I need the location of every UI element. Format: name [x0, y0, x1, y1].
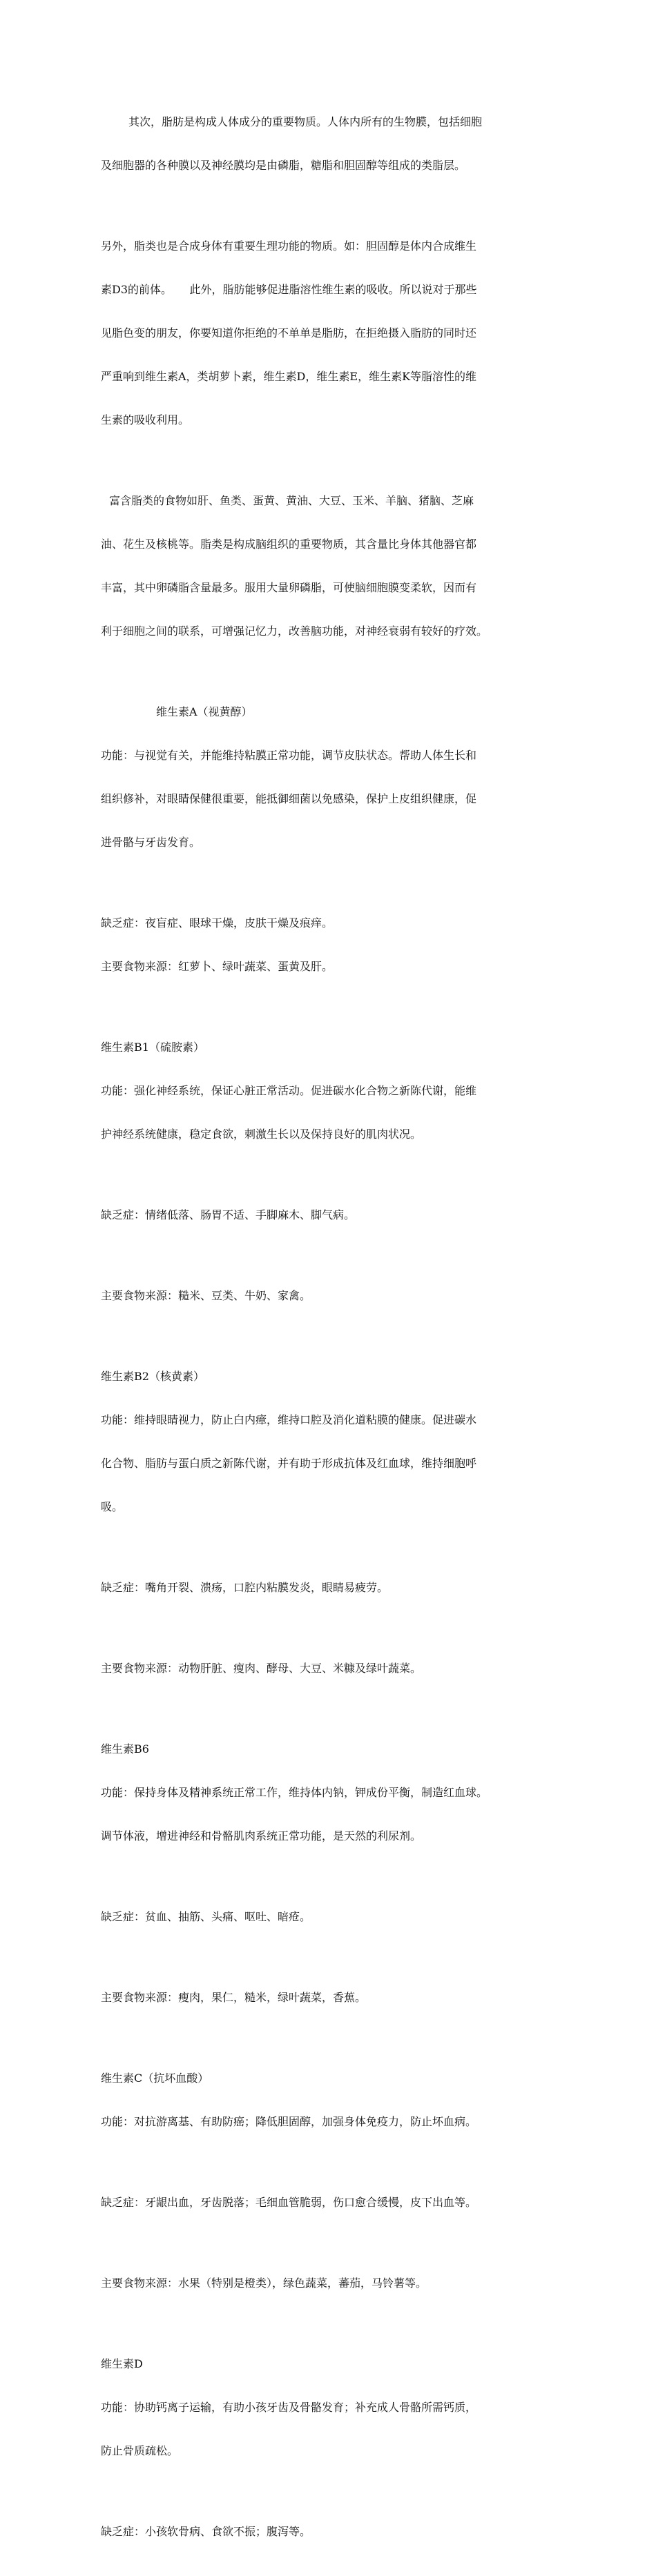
vitamin-b6-sources [101, 1961, 559, 2034]
vitamin-b6-deficiency [101, 1880, 559, 1953]
text-line: 进骨骼与牙齿发育。 [101, 836, 201, 849]
text-line: 缺乏症：牙龈出血，牙齿脱落；毛细血管脆弱，伤口愈合缓慢，皮下出血等。 [101, 2196, 477, 2209]
vitamin-b1-deficiency [101, 1179, 559, 1251]
section-vitamin-b6 [101, 1713, 559, 1872]
text-line: 主要食物来源：动物肝脏、瘦肉、酵母、大豆、米糠及绿叶蔬菜。 [101, 1662, 422, 1675]
section-vitamin-a [101, 676, 559, 878]
text-line: 及细胞器的各种膜以及神经膜均是由磷脂，糖脂和胆固醇等组成的类脂层。 [101, 159, 466, 172]
vitamin-d-deficiency [101, 2495, 559, 2568]
section-heading: 维生素B6 [101, 1742, 149, 1756]
vitamin-b1-sources [101, 1259, 559, 1332]
text-line: 功能：与视觉有关，并能维持粘膜正常功能，调节皮肤状态。帮助人体生长和 [101, 749, 477, 762]
text-line: 功能：对抗游离基、有助防癌；降低胆固醇，加强身体免疫力，防止坏血病。 [101, 2115, 477, 2128]
section-vitamin-d [101, 2328, 559, 2487]
section-heading: 维生素D [101, 2357, 143, 2370]
text-line: 化合物、脂肪与蛋白质之新陈代谢，并有助于形成抗体及红血球，维持细胞呼 [101, 1457, 477, 1470]
text-line: 功能：维持眼睛视力，防止白内瘴，维持口腔及消化道粘膜的健康。促进碳水 [101, 1413, 477, 1426]
text-line: 素D3的前体。 此外，脂肪能够促进脂溶性维生素的吸收。所以说对于那些 [101, 283, 477, 296]
vitamin-a-deficiency-sources [101, 887, 559, 1003]
text-line: 主要食物来源：红萝卜、绿叶蔬菜、蛋黄及肝。 [101, 960, 334, 973]
text-line: 功能：协助钙离子运输，有助小孩牙齿及骨骼发育；补充成人骨骼所需钙质， [101, 2401, 477, 2414]
text-line: 组织修补，对眼睛保健很重要，能抵御细菌以免感染，保护上皮组织健康，促 [101, 792, 477, 805]
text-line: 缺乏症：小孩软骨病、食欲不振；腹泻等。 [101, 2525, 311, 2538]
section-heading: 维生素A（视黄醇） [156, 705, 253, 718]
document-page [101, 86, 559, 2576]
vitamin-c-deficiency [101, 2166, 559, 2239]
text-line: 护神经系统健康，稳定食欲，刺激生长以及保持良好的肌肉状况。 [101, 1128, 422, 1141]
section-heading: 维生素C（抗坏血酸） [101, 2072, 209, 2085]
text-line: 吸。 [101, 1500, 124, 1513]
paragraph-fat-structure [101, 86, 559, 201]
text-line: 缺乏症：夜盲症、眼球干燥，皮肤干燥及痕痒。 [101, 916, 334, 930]
vitamin-b2-deficiency [101, 1551, 559, 1624]
text-line: 缺乏症：情绪低落、肠胃不适、手脚麻木、脚气病。 [101, 1208, 356, 1221]
section-heading: 维生素B1（硫胺素） [101, 1041, 204, 1054]
section-heading: 维生素B2（核黄素） [101, 1370, 204, 1383]
text-line: 生素的吸收利用。 [101, 413, 190, 426]
text-line: 另外，脂类也是合成身体有重要生理功能的物质。如：胆固醇是体内合成维生 [101, 239, 477, 253]
text-line: 丰富，其中卵磷脂含量最多。服用大量卵磷脂，可使脑细胞膜变柔软，因而有 [101, 581, 477, 594]
section-vitamin-b2 [101, 1340, 559, 1543]
text-line: 主要食物来源：瘦肉，果仁，糙米，绿叶蔬菜，香蕉。 [101, 1991, 367, 2004]
vitamin-b2-sources [101, 1632, 559, 1704]
paragraph-fat-foods [101, 464, 559, 667]
text-line: 调节体液，增进神经和骨骼肌肉系统正常功能，是天然的利尿剂。 [101, 1829, 422, 1842]
paragraph-fat-function [101, 210, 559, 456]
text-line: 缺乏症：贫血、抽筋、头痛、呕吐、暗疮。 [101, 1910, 311, 1923]
text-line: 主要食物来源：糙米、豆类、牛奶、家禽。 [101, 1289, 311, 1302]
text-line: 富含脂类的食物如肝、鱼类、蛋黄、黄油、大豆、玉米、羊脑、猪脑、芝麻 [109, 494, 474, 507]
text-line: 严重响到维生素A，类胡萝卜素，维生素D，维生素E，维生素K等脂溶性的维 [101, 370, 477, 383]
text-line: 功能：保持身体及精神系统正常工作，维持体内钠，钾成份平衡，制造红血球。 [101, 1786, 488, 1799]
text-line: 缺乏症：嘴角开裂、溃疡，口腔内粘膜发炎，眼睛易疲劳。 [101, 1581, 389, 1594]
section-vitamin-b1 [101, 1011, 559, 1170]
text-line: 见脂色变的朋友，你要知道你拒绝的不单单是脂肪，在拒绝摄入脂肪的同时还 [101, 326, 477, 340]
text-line: 其次，脂肪是构成人体成分的重要物质。人体内所有的生物膜，包括细胞 [128, 115, 483, 128]
text-line: 油、花生及核桃等。脂类是构成脑组织的重要物质，其含量比身体其他器官都 [101, 538, 477, 551]
text-line: 利于细胞之间的联系，可增强记忆力，改善脑功能，对神经衰弱有较好的疗效。 [101, 625, 488, 638]
section-vitamin-c [101, 2042, 559, 2158]
text-line: 功能：强化神经系统，保证心脏正常活动。促进碳水化合物之新陈代谢，能维 [101, 1084, 477, 1097]
text-line: 防止骨质疏松。 [101, 2444, 179, 2457]
vitamin-c-sources [101, 2247, 559, 2319]
text-line: 主要食物来源：水果（特别是橙类），绿色蔬菜，蕃茄，马铃薯等。 [101, 2277, 427, 2290]
